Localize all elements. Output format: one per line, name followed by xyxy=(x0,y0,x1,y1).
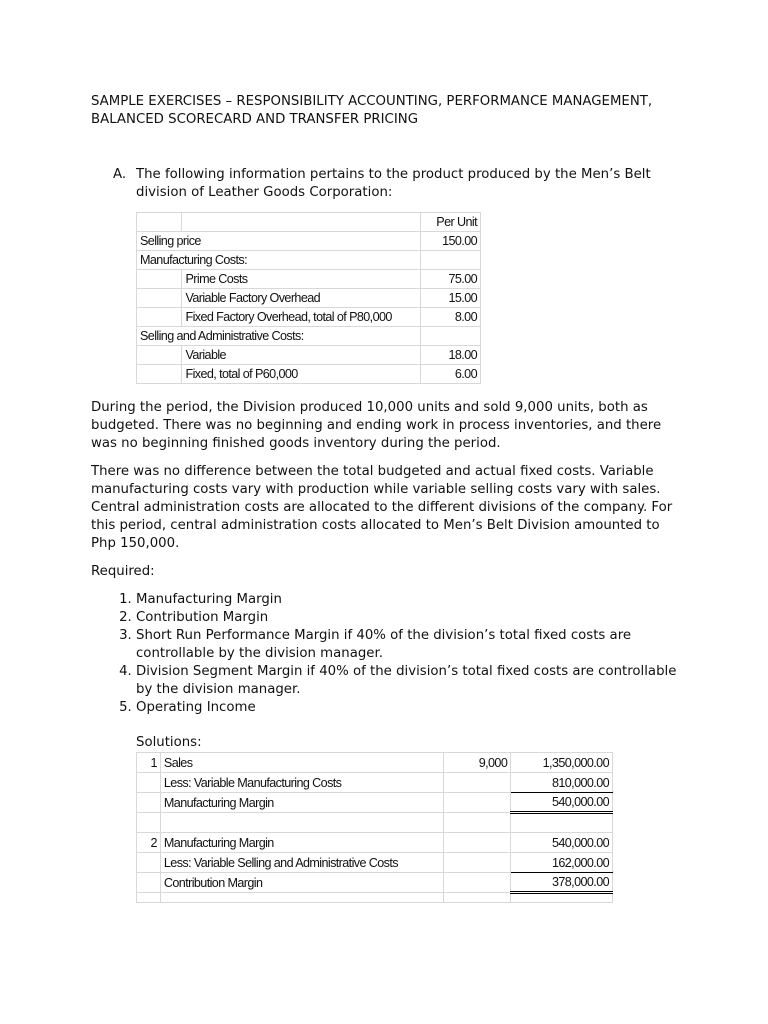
solution-number xyxy=(137,773,161,793)
table-row xyxy=(137,873,613,893)
row-label: Contribution Margin xyxy=(160,873,443,893)
list-item: 5. Operating Income xyxy=(136,699,681,717)
row-quantity xyxy=(443,773,511,793)
table-row xyxy=(137,270,481,289)
row-quantity xyxy=(443,853,511,873)
row-value: 18.00 xyxy=(421,346,481,365)
table-row xyxy=(137,753,613,773)
row-label: Selling price xyxy=(137,232,421,251)
row-value: 150.00 xyxy=(421,232,481,251)
table-row xyxy=(137,232,481,251)
row-label: Variable xyxy=(182,346,421,365)
section-a-marker: A. xyxy=(113,167,127,182)
row-quantity xyxy=(443,793,511,813)
page-title: SAMPLE EXERCISES – RESPONSIBILITY ACCOUNTING, PERFORMANCE MANAGEMENT, BALANCED SCORECARD AND TRANSFER PRICING xyxy=(91,94,653,127)
row-label: Manufacturing Costs: xyxy=(137,251,421,270)
row-value: 8.00 xyxy=(421,308,481,327)
row-label: Selling and Administrative Costs: xyxy=(137,327,421,346)
section-a-intro: The following information pertains to the product produced by the Men’s Belt division of Leather Goods Corporation: xyxy=(136,167,651,200)
row-value xyxy=(421,327,481,346)
row-quantity xyxy=(443,873,511,893)
row-label: Less: Variable Selling and Administrative Costs xyxy=(160,853,443,873)
solutions-label: Solutions: xyxy=(136,735,202,750)
row-amount: 162,000.00 xyxy=(511,853,613,873)
table-row xyxy=(137,308,481,327)
solution-number xyxy=(137,793,161,813)
table-row xyxy=(137,289,481,308)
list-item: 1. Manufacturing Margin xyxy=(136,591,681,609)
cost-table xyxy=(136,212,481,384)
row-quantity: 9,000 xyxy=(443,753,511,773)
row-label: Sales xyxy=(160,753,443,773)
row-label: Manufacturing Margin xyxy=(160,833,443,853)
table-row xyxy=(137,893,613,903)
solution-number: 2 xyxy=(137,833,161,853)
row-label xyxy=(160,893,443,903)
row-quantity xyxy=(443,813,511,833)
row-label: Variable Factory Overhead xyxy=(182,289,421,308)
table-row xyxy=(137,853,613,873)
row-label: Manufacturing Margin xyxy=(160,793,443,813)
row-value xyxy=(421,251,481,270)
row-amount: 810,000.00 xyxy=(511,773,613,793)
row-label xyxy=(160,813,443,833)
table-row xyxy=(137,833,613,853)
row-quantity xyxy=(443,833,511,853)
row-label: Less: Variable Manufacturing Costs xyxy=(160,773,443,793)
row-amount: 1,350,000.00 xyxy=(511,753,613,773)
solution-number xyxy=(137,813,161,833)
table-row xyxy=(137,346,481,365)
table-row xyxy=(137,251,481,270)
row-amount xyxy=(511,813,613,833)
solution-number xyxy=(137,873,161,893)
solution-number: 1 xyxy=(137,753,161,773)
row-amount xyxy=(511,893,613,903)
table-row xyxy=(137,813,613,833)
row-value: 6.00 xyxy=(421,365,481,384)
solution-number xyxy=(137,893,161,903)
solution-number xyxy=(137,853,161,873)
row-label: Prime Costs xyxy=(182,270,421,289)
required-heading: Required: xyxy=(91,564,155,579)
row-label: Fixed Factory Overhead, total of P80,000 xyxy=(182,308,421,327)
column-header-per-unit: Per Unit xyxy=(421,213,481,232)
row-amount: 540,000.00 xyxy=(511,833,613,853)
table-row xyxy=(137,365,481,384)
paragraph-production: During the period, the Division produced 10,000 units and sold 9,000 units, both as budgeted. There was no beginning and ending work in process inventories, and there was no beginning finished goods inventory during the period. xyxy=(91,400,662,451)
list-item: 4. Division Segment Margin if 40% of the division’s total fixed costs are controllable by the division manager. xyxy=(136,663,681,699)
required-list xyxy=(91,591,681,717)
row-amount: 540,000.00 xyxy=(511,793,613,813)
row-quantity xyxy=(443,893,511,903)
row-label: Fixed, total of P60,000 xyxy=(182,365,421,384)
table-row xyxy=(137,773,613,793)
table-row xyxy=(137,793,613,813)
row-amount: 378,000.00 xyxy=(511,873,613,893)
table-row xyxy=(137,213,481,232)
row-value: 15.00 xyxy=(421,289,481,308)
row-value: 75.00 xyxy=(421,270,481,289)
solutions-table xyxy=(136,752,613,903)
paragraph-fixed-costs: There was no difference between the total budgeted and actual fixed costs. Variable manufacturing costs vary with production while variable selling costs vary with sales. Central administration costs are allocated to the different divisions of the company. For this period, central administration costs allocated to Men’s Belt Division amounted to Php 150,000. xyxy=(91,464,673,551)
table-row xyxy=(137,327,481,346)
list-item: 2. Contribution Margin xyxy=(136,609,681,627)
list-item: 3. Short Run Performance Margin if 40% of the division’s total fixed costs are controllable by the division manager. xyxy=(136,627,681,663)
